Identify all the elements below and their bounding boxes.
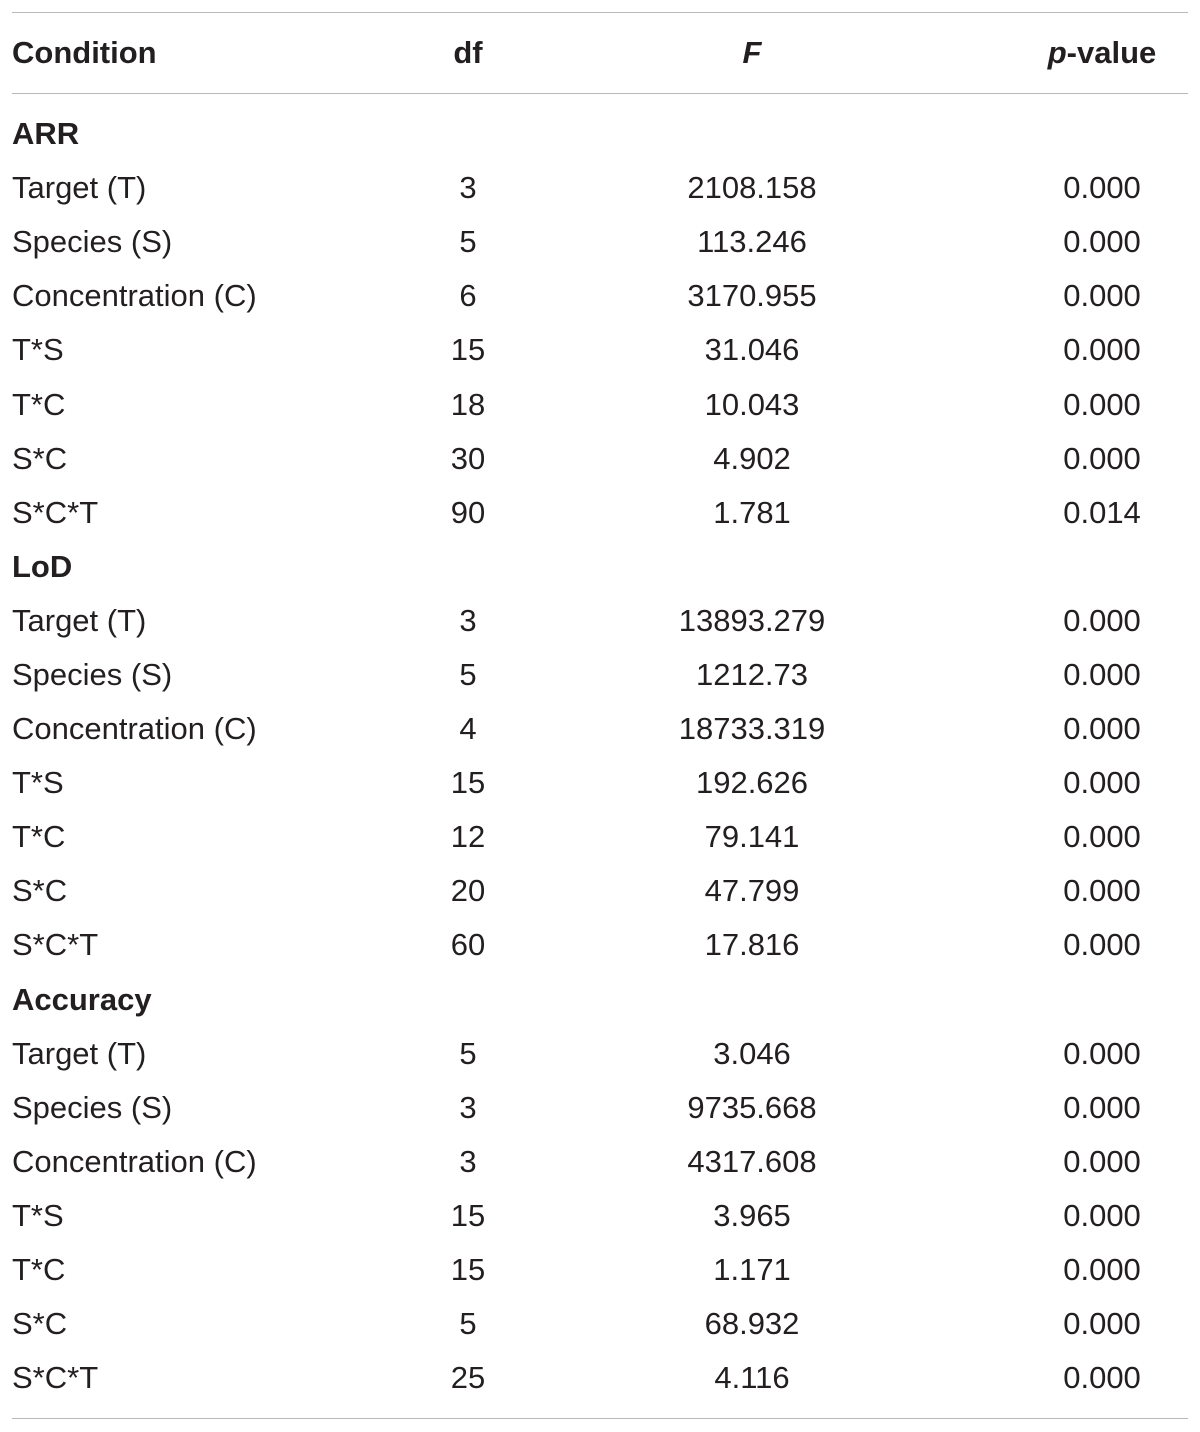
cell-condition: S*C*T	[12, 494, 99, 530]
table-row: Concentration (C) 6 3170.955 0.000	[12, 269, 1188, 323]
cell-condition: Concentration (C)	[12, 711, 257, 747]
section-title: Accuracy	[12, 981, 152, 1017]
section-heading	[12, 540, 1188, 594]
table-row: Species (S) 5 1212.73 0.000	[12, 648, 1188, 702]
cell-condition: Species (S)	[12, 1089, 173, 1125]
cell-condition: S*C	[12, 1306, 68, 1342]
section-title: LoD	[12, 548, 73, 584]
cell-condition: Species (S)	[12, 224, 173, 260]
section-heading	[12, 973, 1188, 1027]
cell-condition: T*C	[12, 386, 66, 422]
section-heading	[12, 107, 1188, 161]
table-row: S*C 5 68.932 0.000	[12, 1297, 1188, 1351]
table-row: T*S 15 31.046 0.000	[12, 323, 1188, 377]
table-row: S*C 20 47.799 0.000	[12, 864, 1188, 918]
cell-condition: T*S	[12, 332, 64, 368]
table-row: T*S 15 3.965 0.000	[12, 1189, 1188, 1243]
header-p-italic: p	[1047, 35, 1067, 70]
cell-condition: Target (T)	[12, 170, 147, 206]
cell-condition: T*C	[12, 1252, 66, 1288]
header-p-rest: -value	[1066, 35, 1157, 70]
cell-condition: Target (T)	[12, 1035, 147, 1071]
table-body	[12, 94, 1188, 1418]
table-row: Target (T) 5 3.046 0.000	[12, 1027, 1188, 1081]
table-row: Target (T) 3 13893.279 0.000	[12, 594, 1188, 648]
cell-condition: T*C	[12, 819, 66, 855]
cell-condition: Species (S)	[12, 656, 173, 692]
table-row: S*C 30 4.902 0.000	[12, 432, 1188, 486]
section-title: ARR	[12, 116, 80, 152]
table-row: Concentration (C) 3 4317.608 0.000	[12, 1135, 1188, 1189]
table-row: Species (S) 3 9735.668 0.000	[12, 1081, 1188, 1135]
table-row: Target (T) 3 2108.158 0.000	[12, 161, 1188, 215]
anova-table	[12, 12, 1188, 1419]
cell-condition: Concentration (C)	[12, 278, 257, 314]
cell-condition: T*S	[12, 1197, 64, 1233]
table-header: Condition df F p -value	[12, 13, 1188, 93]
table-row: T*C 12 79.141 0.000	[12, 810, 1188, 864]
table-row: T*C 15 1.171 0.000	[12, 1243, 1188, 1297]
cell-condition: T*S	[12, 765, 64, 801]
table-row: T*C 18 10.043 0.000	[12, 377, 1188, 431]
header-condition: Condition	[12, 35, 157, 70]
table-row: Concentration (C) 4 18733.319 0.000	[12, 702, 1188, 756]
table-row: S*C*T 60 17.816 0.000	[12, 918, 1188, 972]
table-row: Species (S) 5 113.246 0.000	[12, 215, 1188, 269]
cell-condition: S*C*T	[12, 1360, 99, 1396]
cell-condition: Concentration (C)	[12, 1143, 257, 1179]
cell-condition: S*C*T	[12, 927, 99, 963]
table-row: S*C*T 90 1.781 0.014	[12, 486, 1188, 540]
table-row: T*S 15 192.626 0.000	[12, 756, 1188, 810]
bottom-rule	[12, 1418, 1188, 1419]
table-row: S*C*T 25 4.116 0.000	[12, 1351, 1188, 1405]
cell-condition: Target (T)	[12, 602, 147, 638]
cell-condition: S*C	[12, 440, 68, 476]
cell-condition: S*C	[12, 873, 68, 909]
